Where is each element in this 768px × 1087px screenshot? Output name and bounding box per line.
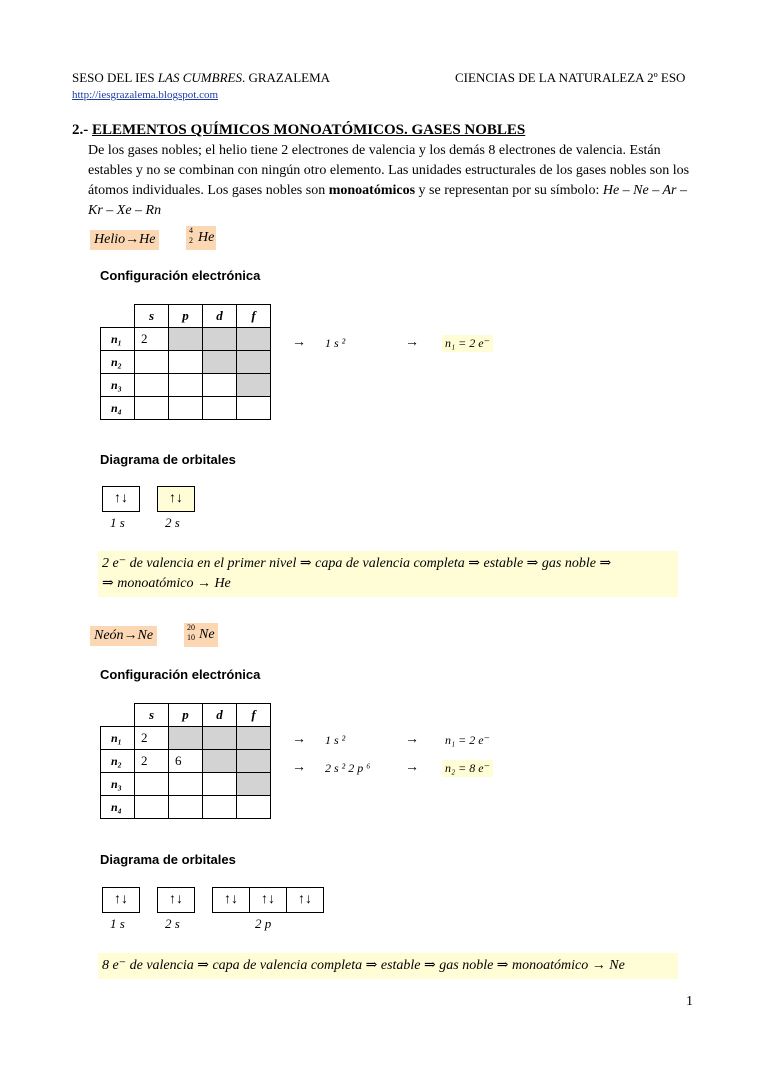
neon-n1-arrow: →	[292, 732, 306, 747]
row-n1: n₁	[101, 328, 135, 351]
cell-n4-s	[135, 796, 169, 819]
cell-n2-f	[237, 351, 271, 374]
helium-n1-result: n₁ = 2 e⁻	[442, 335, 493, 352]
col-s: s	[135, 704, 169, 727]
cell-n3-p	[169, 773, 203, 796]
neon-symbol: Ne	[199, 627, 215, 642]
helium-label: Helio→He	[90, 230, 159, 250]
section-title-text: ELEMENTOS QUÍMICOS MONOATÓMICOS. GASES NOBLES	[92, 122, 526, 138]
cell-n2-s	[135, 351, 169, 374]
row-n2: n₂	[101, 750, 135, 773]
helium-n1-arrow-2: →	[405, 335, 419, 350]
header-link[interactable]: http://iesgrazalema.blogspot.com	[72, 89, 219, 101]
neon-config-title: Configuración electrónica	[100, 667, 261, 682]
cell-n1-f	[237, 727, 271, 750]
helium-label-2s: 2 s	[165, 515, 180, 530]
neon-mass: 20	[187, 623, 195, 632]
section-title	[72, 122, 525, 139]
corner-cell	[101, 704, 135, 727]
noble-gas-symbols: He – Ne – Ar – Kr – Xe – Rn	[88, 183, 687, 218]
orbital-box: ↑↓	[102, 486, 140, 512]
cell-n3-d	[203, 374, 237, 397]
helium-orbital-2s	[157, 486, 195, 512]
table-row	[101, 397, 271, 420]
header-left	[72, 70, 330, 86]
cell-n1-p	[169, 727, 203, 750]
neon-n2-arrow: →	[292, 760, 306, 775]
cell-n1-p	[169, 328, 203, 351]
col-s: s	[135, 305, 169, 328]
col-f: f	[237, 305, 271, 328]
cell-n4-f	[237, 796, 271, 819]
intro-end: y se representan por su símbolo:	[415, 183, 603, 198]
orbital-box: ↑↓	[157, 887, 195, 913]
intro-bold: monoatómicos	[328, 183, 416, 198]
orbital-box: ↑↓	[212, 887, 250, 913]
cell-n3-s	[135, 773, 169, 796]
cell-n2-s: 2	[135, 750, 169, 773]
helium-conclusion-line-2: ⇒ monoatómico → He	[102, 576, 231, 591]
col-p: p	[169, 305, 203, 328]
cell-n3-f	[237, 374, 271, 397]
cell-n4-s	[135, 397, 169, 420]
neon-n2-conf: 2 s ² 2 p ⁶	[325, 761, 371, 775]
col-p: p	[169, 704, 203, 727]
neon-n1-conf: 1 s ²	[325, 733, 346, 747]
cell-n2-p: 6	[169, 750, 203, 773]
neon-n1-result: n₁ = 2 e⁻	[445, 733, 490, 747]
row-n3: n₃	[101, 374, 135, 397]
row-n1: n₁	[101, 727, 135, 750]
row-n4: n₄	[101, 796, 135, 819]
cell-n1-f	[237, 328, 271, 351]
cell-n4-p	[169, 397, 203, 420]
helium-n1-conf: 1 s ²	[325, 336, 346, 350]
cell-n4-f	[237, 397, 271, 420]
helium-orbital-title: Diagrama de orbitales	[100, 452, 236, 467]
col-f: f	[237, 704, 271, 727]
cell-n2-d	[203, 351, 237, 374]
table-row	[101, 328, 271, 351]
cell-n2-p	[169, 351, 203, 374]
table-row	[101, 374, 271, 397]
cell-n3-f	[237, 773, 271, 796]
helium-nuclide	[186, 226, 216, 250]
cell-n4-d	[203, 397, 237, 420]
section-number: 2.-	[72, 122, 92, 138]
row-n4: n₄	[101, 397, 135, 420]
intro-paragraph	[88, 141, 698, 221]
helium-conclusion	[98, 551, 678, 597]
header-school: SESO DEL IES	[72, 70, 158, 85]
neon-nuclide	[184, 623, 218, 647]
cell-n1-s: 2	[135, 328, 169, 351]
cell-n1-d	[203, 328, 237, 351]
helium-z: 2	[189, 236, 193, 245]
neon-n1-arrow-2: →	[405, 732, 419, 747]
neon-orbital-2s	[157, 887, 195, 913]
intro-text: De los gases nobles; el helio tiene 2 electrones de valencia y los demás 8 electrones de valencia. Están estables y no se combinan con ningún otro elemento. Las unidades estructurales de los gases nobles son los átomos individuales. Los gases nobles son	[88, 143, 690, 198]
corner-cell	[101, 305, 135, 328]
helium-symbol: He	[198, 230, 215, 245]
orbital-box: ↑↓	[286, 887, 324, 913]
cell-n2-f	[237, 750, 271, 773]
helium-config-title: Configuración electrónica	[100, 268, 261, 283]
helium-label-1s: 1 s	[110, 515, 125, 530]
helium-n1-arrow: →	[292, 335, 306, 350]
neon-n2-result: n₂ = 8 e⁻	[442, 760, 493, 777]
orbital-box: ↑↓	[249, 887, 287, 913]
orbital-box: ↑↓	[102, 887, 140, 913]
neon-orbital-title: Diagrama de orbitales	[100, 852, 236, 867]
helium-config-table	[100, 304, 271, 420]
cell-n3-s	[135, 374, 169, 397]
table-row	[101, 773, 271, 796]
neon-label-2s: 2 s	[165, 916, 180, 931]
table-row	[101, 796, 271, 819]
cell-n4-d	[203, 796, 237, 819]
helium-mass: 4	[189, 226, 193, 235]
col-d: d	[203, 704, 237, 727]
table-header-row	[101, 704, 271, 727]
row-n2: n₂	[101, 351, 135, 374]
cell-n4-p	[169, 796, 203, 819]
page-number: 1	[686, 994, 693, 1009]
neon-n2-arrow-2: →	[405, 760, 419, 775]
neon-conclusion: 8 e⁻ de valencia ⇒ capa de valencia completa ⇒ estable ⇒ gas noble ⇒ monoatómico → Ne	[98, 953, 678, 979]
cell-n1-d	[203, 727, 237, 750]
table-row	[101, 351, 271, 374]
table-row	[101, 750, 271, 773]
header-town: . GRAZALEMA	[241, 70, 331, 85]
helium-conclusion-line-1: 2 e⁻ de valencia en el primer nivel ⇒ capa de valencia completa ⇒ estable ⇒ gas noble ⇒	[102, 556, 612, 571]
col-d: d	[203, 305, 237, 328]
header-right: CIENCIAS DE LA NATURALEZA 2º ESO	[455, 70, 686, 85]
cell-n2-d	[203, 750, 237, 773]
header-school-name: LAS CUMBRES	[157, 70, 242, 85]
neon-label: Neón→Ne	[90, 626, 157, 646]
neon-orbital-2p	[212, 887, 324, 913]
neon-label-1s: 1 s	[110, 916, 125, 931]
helium-orbital-1s	[102, 486, 140, 512]
neon-z: 10	[187, 633, 195, 642]
cell-n3-p	[169, 374, 203, 397]
cell-n1-s: 2	[135, 727, 169, 750]
table-row	[101, 727, 271, 750]
neon-label-2p: 2 p	[255, 916, 272, 931]
orbital-box: ↑↓	[157, 486, 195, 512]
table-header-row	[101, 305, 271, 328]
cell-n3-d	[203, 773, 237, 796]
row-n3: n₃	[101, 773, 135, 796]
neon-config-table	[100, 703, 271, 819]
neon-orbital-1s	[102, 887, 140, 913]
